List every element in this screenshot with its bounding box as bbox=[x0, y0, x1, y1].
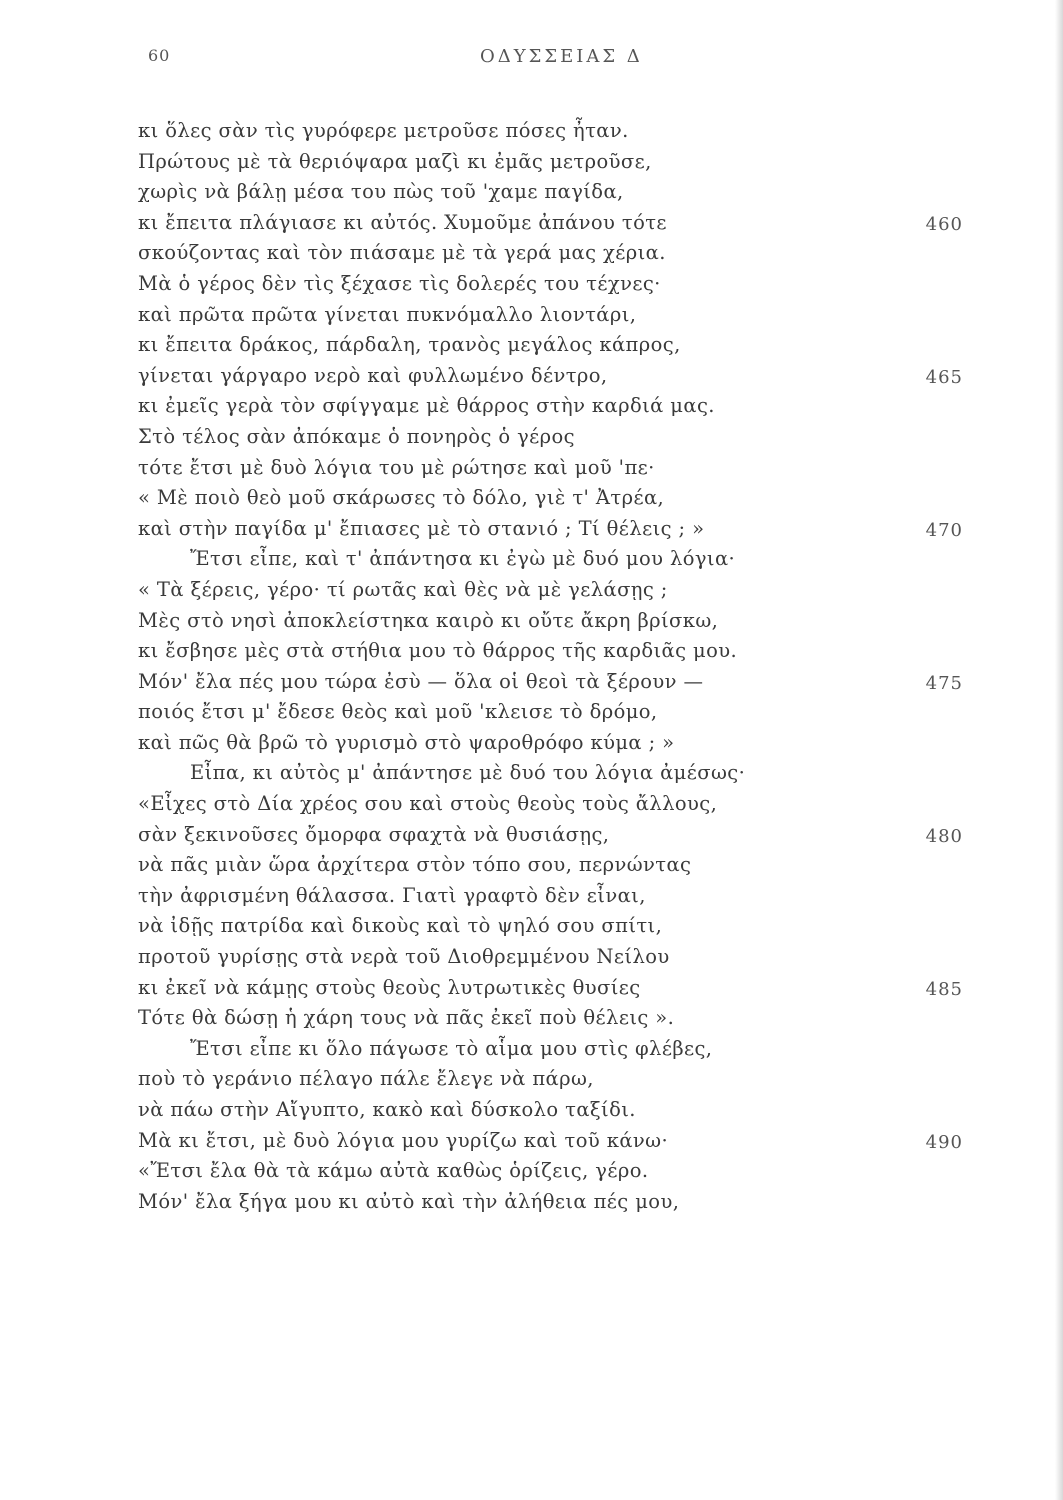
verse-line bbox=[0, 177, 1063, 208]
verse-text: ποὺ τὸ γεράνιο πέλαγο πάλε ἔλεγε νὰ πάρω, bbox=[138, 1067, 594, 1091]
verse-line bbox=[0, 942, 1063, 973]
verse-line bbox=[0, 483, 1063, 514]
verse-line bbox=[0, 1187, 1063, 1218]
verse-text: τότε ἔτσι μὲ δυὸ λόγια του μὲ ρώτησε καὶ μοῦ 'πε· bbox=[138, 455, 655, 479]
verse-line bbox=[0, 697, 1063, 728]
verse-line bbox=[0, 544, 1063, 575]
verse-number: 485 bbox=[925, 978, 963, 1000]
verse-line bbox=[0, 850, 1063, 881]
verse-line bbox=[0, 269, 1063, 300]
verse-line bbox=[0, 728, 1063, 759]
verse-text: γίνεται γάργαρο νερὸ καὶ φυλλωμένο δέντρο, bbox=[138, 363, 608, 387]
verse-line bbox=[0, 208, 1063, 239]
verse-text: καὶ πρῶτα πρῶτα γίνεται πυκνόμαλλο λιοντάρι, bbox=[138, 302, 637, 326]
verse-text: σὰν ξεκινοῦσες ὄμορφα σφαχτὰ νὰ θυσιάσῃς, bbox=[138, 822, 610, 846]
verse-text: κι ὅλες σὰν τὶς γυρόφερε μετροῦσε πόσες ἦταν. bbox=[138, 119, 629, 142]
verse-line bbox=[0, 820, 1063, 851]
verse-number: 480 bbox=[925, 825, 963, 847]
verse-number: 470 bbox=[925, 519, 963, 541]
verse-line bbox=[0, 1064, 1063, 1095]
verse-line bbox=[0, 881, 1063, 912]
verse-text: νὰ ἰδῇς πατρίδα καὶ δικοὺς καὶ τὸ ψηλό σου σπίτι, bbox=[138, 914, 663, 938]
verse-text: Μὰ ὁ γέρος δὲν τὶς ξέχασε τὶς δολερές του τέχνες· bbox=[138, 271, 661, 295]
verse-text: Ἔτσι εἶπε κι ὅλο πάγωσε τὸ αἷμα μου στὶς φλέβες, bbox=[190, 1036, 713, 1060]
page-number: 60 bbox=[148, 46, 171, 65]
verse-text: καὶ πῶς θὰ βρῶ τὸ γυρισμὸ στὸ ψαροθρόφο κύμα ; » bbox=[138, 730, 675, 754]
verse-number: 460 bbox=[925, 213, 963, 235]
verse-text: κι ἔσβησε μὲς στὰ στήθια μου τὸ θάρρος τῆς καρδιᾶς μου. bbox=[138, 639, 738, 663]
verse-line bbox=[0, 361, 1063, 392]
page-header bbox=[0, 40, 1063, 76]
verse-text: τὴν ἀφρισμένη θάλασσα. Γιατὶ γραφτὸ δὲν εἶναι, bbox=[138, 883, 646, 907]
verse-line bbox=[0, 606, 1063, 637]
verse-text: κι ἐμεῖς γερὰ τὸν σφίγγαμε μὲ θάρρος στὴν καρδιά μας. bbox=[138, 394, 715, 418]
verse-line bbox=[0, 667, 1063, 698]
verse-line bbox=[0, 758, 1063, 789]
verse-line bbox=[0, 911, 1063, 942]
verse-text: Ἔτσι εἶπε, καὶ τ' ἀπάντησα κι ἐγὼ μὲ δυό μου λόγια· bbox=[190, 547, 736, 571]
verse-text: χωρὶς νὰ βάλῃ μέσα του πὼς τοῦ 'χαμε παγίδα, bbox=[138, 180, 624, 204]
verse-text: Πρώτους μὲ τὰ θεριόψαρα μαζὶ κι ἐμᾶς μετροῦσε, bbox=[138, 149, 652, 173]
page-edge bbox=[1055, 0, 1063, 1500]
verse-number: 475 bbox=[925, 672, 963, 694]
verse-line bbox=[0, 147, 1063, 178]
verse-number: 490 bbox=[925, 1131, 963, 1153]
verse-block bbox=[0, 116, 1063, 1217]
verse-text: Μὰ κι ἔτσι, μὲ δυὸ λόγια μου γυρίζω καὶ τοῦ κάνω· bbox=[138, 1128, 669, 1152]
verse-number: 465 bbox=[925, 366, 963, 388]
verse-text: σκούζοντας καὶ τὸν πιάσαμε μὲ τὰ γερά μας χέρια. bbox=[138, 241, 666, 265]
running-title: ΟΔΥΣΣΕΙΑΣ Δ bbox=[480, 46, 643, 67]
verse-line bbox=[0, 973, 1063, 1004]
verse-line bbox=[0, 575, 1063, 606]
verse-text: Μόν' ἔλα ξήγα μου κι αὐτὸ καὶ τὴν ἀλήθεια πές μου, bbox=[138, 1189, 680, 1213]
verse-line bbox=[0, 1156, 1063, 1187]
verse-text: « Μὲ ποιὸ θεὸ μοῦ σκάρωσες τὸ δόλο, γιὲ τ' Ἀτρέα, bbox=[138, 486, 665, 510]
verse-text: «Εἶχες στὸ Δία χρέος σου καὶ στοὺς θεοὺς τοὺς ἄλλους, bbox=[138, 792, 718, 816]
verse-line bbox=[0, 636, 1063, 667]
verse-text: προτοῦ γυρίσῃς στὰ νερὰ τοῦ Διοθρεμμένου Νείλου bbox=[138, 945, 670, 969]
verse-line bbox=[0, 1126, 1063, 1157]
verse-text: Στὸ τέλος σὰν ἀπόκαμε ὁ πονηρὸς ὁ γέρος bbox=[138, 424, 575, 448]
verse-text: « Τὰ ξέρεις, γέρο· τί ρωτᾶς καὶ θὲς νὰ μὲ γελάσῃς ; bbox=[138, 577, 668, 601]
verse-text: ποιός ἔτσι μ' ἔδεσε θεὸς καὶ μοῦ 'κλεισε τὸ δρόμο, bbox=[138, 700, 658, 724]
verse-line bbox=[0, 514, 1063, 545]
verse-line bbox=[0, 116, 1063, 147]
verse-line bbox=[0, 453, 1063, 484]
verse-line bbox=[0, 789, 1063, 820]
verse-line bbox=[0, 1095, 1063, 1126]
verse-text: κι ἔπειτα δράκος, πάρδαλη, τρανὸς μεγάλος κάπρος, bbox=[138, 333, 681, 357]
verse-text: Μόν' ἔλα πές μου τώρα ἐσὺ — ὅλα οἱ θεοὶ τὰ ξέρουν — bbox=[138, 669, 704, 693]
verse-line bbox=[0, 238, 1063, 269]
verse-line bbox=[0, 300, 1063, 331]
verse-text: νὰ πάω στὴν Αἴγυπτο, κακὸ καὶ δύσκολο ταξίδι. bbox=[138, 1098, 636, 1121]
verse-line bbox=[0, 1034, 1063, 1065]
verse-line bbox=[0, 391, 1063, 422]
verse-text: «Ἔτσι ἔλα θὰ τὰ κάμω αὐτὰ καθὼς ὁρίζεις, γέρο. bbox=[138, 1159, 649, 1183]
verse-text: Μὲς στὸ νησὶ ἀποκλείστηκα καιρὸ κι οὔτε ἄκρη βρίσκω, bbox=[138, 608, 719, 632]
verse-text: Τότε θὰ δώσῃ ἡ χάρη τους νὰ πᾶς ἐκεῖ ποὺ θέλεις ». bbox=[138, 1006, 675, 1030]
verse-line bbox=[0, 422, 1063, 453]
verse-text: κι ἔπειτα πλάγιασε κι αὐτός. Χυμοῦμε ἀπάνου τότε bbox=[138, 210, 667, 234]
verse-text: νὰ πᾶς μιὰν ὥρα ἀρχίτερα στὸν τόπο σου, περνώντας bbox=[138, 853, 692, 877]
verse-line bbox=[0, 330, 1063, 361]
verse-line bbox=[0, 1003, 1063, 1034]
verse-text: κι ἐκεῖ νὰ κάμῃς στοὺς θεοὺς λυτρωτικὲς θυσίες bbox=[138, 975, 641, 999]
verse-text: Εἶπα, κι αὐτὸς μ' ἀπάντησε μὲ δυό του λόγια ἀμέσως· bbox=[190, 761, 746, 785]
verse-text: καὶ στὴν παγίδα μ' ἔπιασες μὲ τὸ στανιό ; Τί θέλεις ; » bbox=[138, 516, 705, 540]
